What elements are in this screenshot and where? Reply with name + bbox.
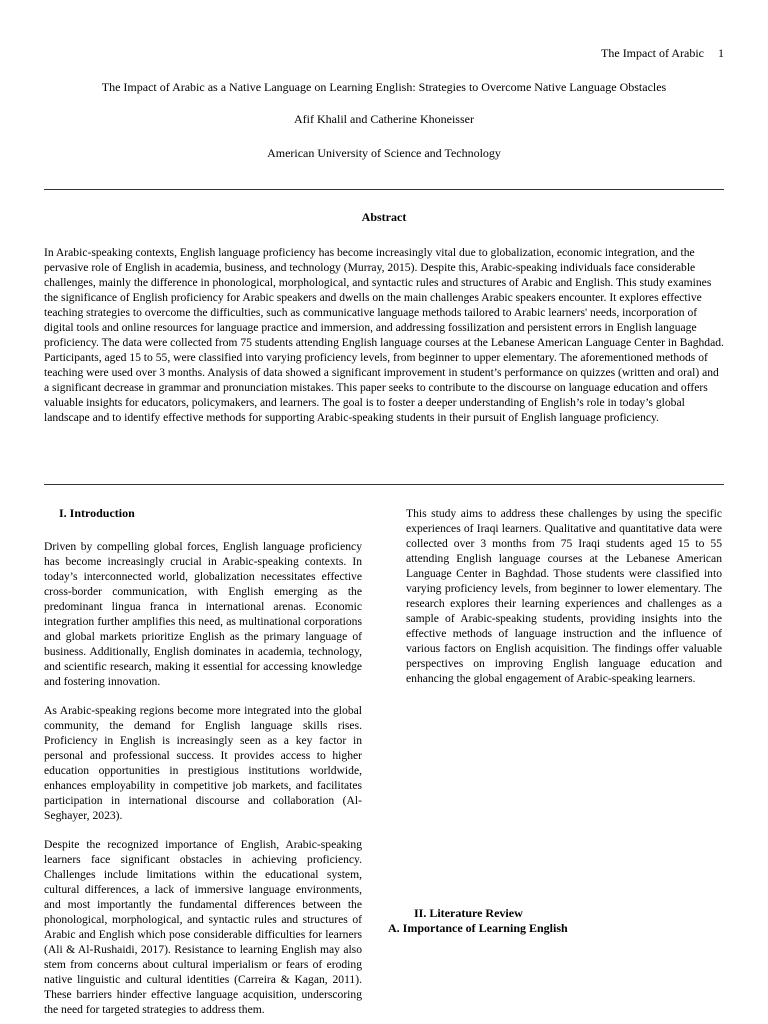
page-number: 1 [718, 46, 724, 60]
intro-paragraph-3: Despite the recognized importance of English, Arabic-speaking learners face significant obstacles in achieving proficiency. Challenges include limitations within the educational system, cultural differences, a lack of immersive language environments, and most importantly the fundamental differences between the phonological, morphological, and syntactic rules and structures of Arabic and English which pose considerable difficulties for learners (Ali & Al-Rushaidi, 2017). Resistance to learning English may also stem from concerns about cultural imperialism or fears of eroding native linguistic and cultural identities (Carreira & Kagan, 2011). These barriers hinder effective language acquisition, underscoring the need for targeted strategies to address them. [44, 838, 362, 1016]
running-title: The Impact of Arabic [601, 46, 704, 60]
introduction-heading: I. Introduction [59, 506, 135, 520]
divider-bottom [44, 484, 724, 485]
intro-paragraph-4: This study aims to address these challenges by using the specific experiences of Iraqi learners. Qualitative and quantitative data were collected over 3 months from 75 Iraqi students aged 15 to 55 attending English language courses at the Lebanese American Language Center in Baghdad. Those students were classified into varying proficiency levels, from beginner to lower elementary. The research explores their learning experiences and challenges as a sample of Arabic-speaking students, providing insights into the effective methods of language instruction and the influence of various factors on English acquisition. The findings offer valuable perspectives on improving English language education and enhancing the global engagement of Arabic-speaking learners. [406, 507, 722, 685]
importance-subheading: A. Importance of Learning English [388, 921, 568, 935]
divider-top [44, 189, 724, 190]
literature-review-heading: II. Literature Review [414, 906, 523, 920]
right-column [406, 506, 722, 686]
intro-paragraph-2: As Arabic-speaking regions become more integrated into the global community, the demand for English language skills rises. Proficiency in English is increasingly seen as a key factor in personal and professional success. It provides access to higher education opportunities in prestigious institutions worldwide, enhances employability in competitive job markets, and facilitates participation in international discourse and collaboration (Al-Seghayer, 2023). [44, 704, 362, 822]
left-column [44, 506, 362, 1017]
abstract-text: In Arabic-speaking contexts, English language proficiency has become increasingly vital due to globalization, economic integration, and the pervasive role of English in academia, business, and technology (Murray, 2015). Despite this, Arabic-speaking individuals face considerable challenges, mainly the difference in phonological, morphological, and syntactic rules and structures of Arabic and English. This study examines the significance of English proficiency for Arabic speakers and dwells on the main challenges Arabic speakers encounter. It explores effective teaching strategies to overcome the difficulties, such as communicative language methods tailored to Arabic learners' needs, incorporation of digital tools and online resources for language practice and immersion, and addressing fossilization and persistent errors in English language proficiency. The data were collected from 75 students attending English language courses at the Lebanese American Language Center in Baghdad. Participants, aged 15 to 55, were classified into varying proficiency levels, from beginner to upper elementary. The aforementioned methods of teaching were used over 3 months. Analysis of data showed a significant improvement in student’s performance on quizzes (written and oral) and a significant decrease in grammar and pronunciation mistakes. This paper seeks to contribute to the discourse on language education and offers valuable insights for educators, policymakers, and learners. The goal is to foster a deeper understanding of English’s role in today’s global landscape and to identify effective methods for supporting Arabic-speaking students in their pursuit of English language proficiency. [44, 246, 724, 424]
running-head [601, 46, 724, 61]
authors: Afif Khalil and Catherine Khoneisser [294, 112, 474, 126]
affiliation: American University of Science and Technology [267, 146, 501, 160]
intro-paragraph-1: Driven by compelling global forces, English language proficiency has become increasingly crucial in Arabic-speaking contexts. In today’s interconnected world, globalization necessitates effective cross-border communication, with English emerging as the predominant lingua franca in international arenas. Economic integration further amplifies this need, as multinational corporations and global markets prioritize English as the primary language of business. Additionally, English dominates in academia, technology, and scientific research, making it essential for accessing knowledge and fostering innovation. [44, 540, 362, 688]
abstract-heading: Abstract [361, 210, 407, 224]
paper-title: The Impact of Arabic as a Native Language on Learning English: Strategies to Overcome Native Language Obstacles [101, 80, 667, 94]
